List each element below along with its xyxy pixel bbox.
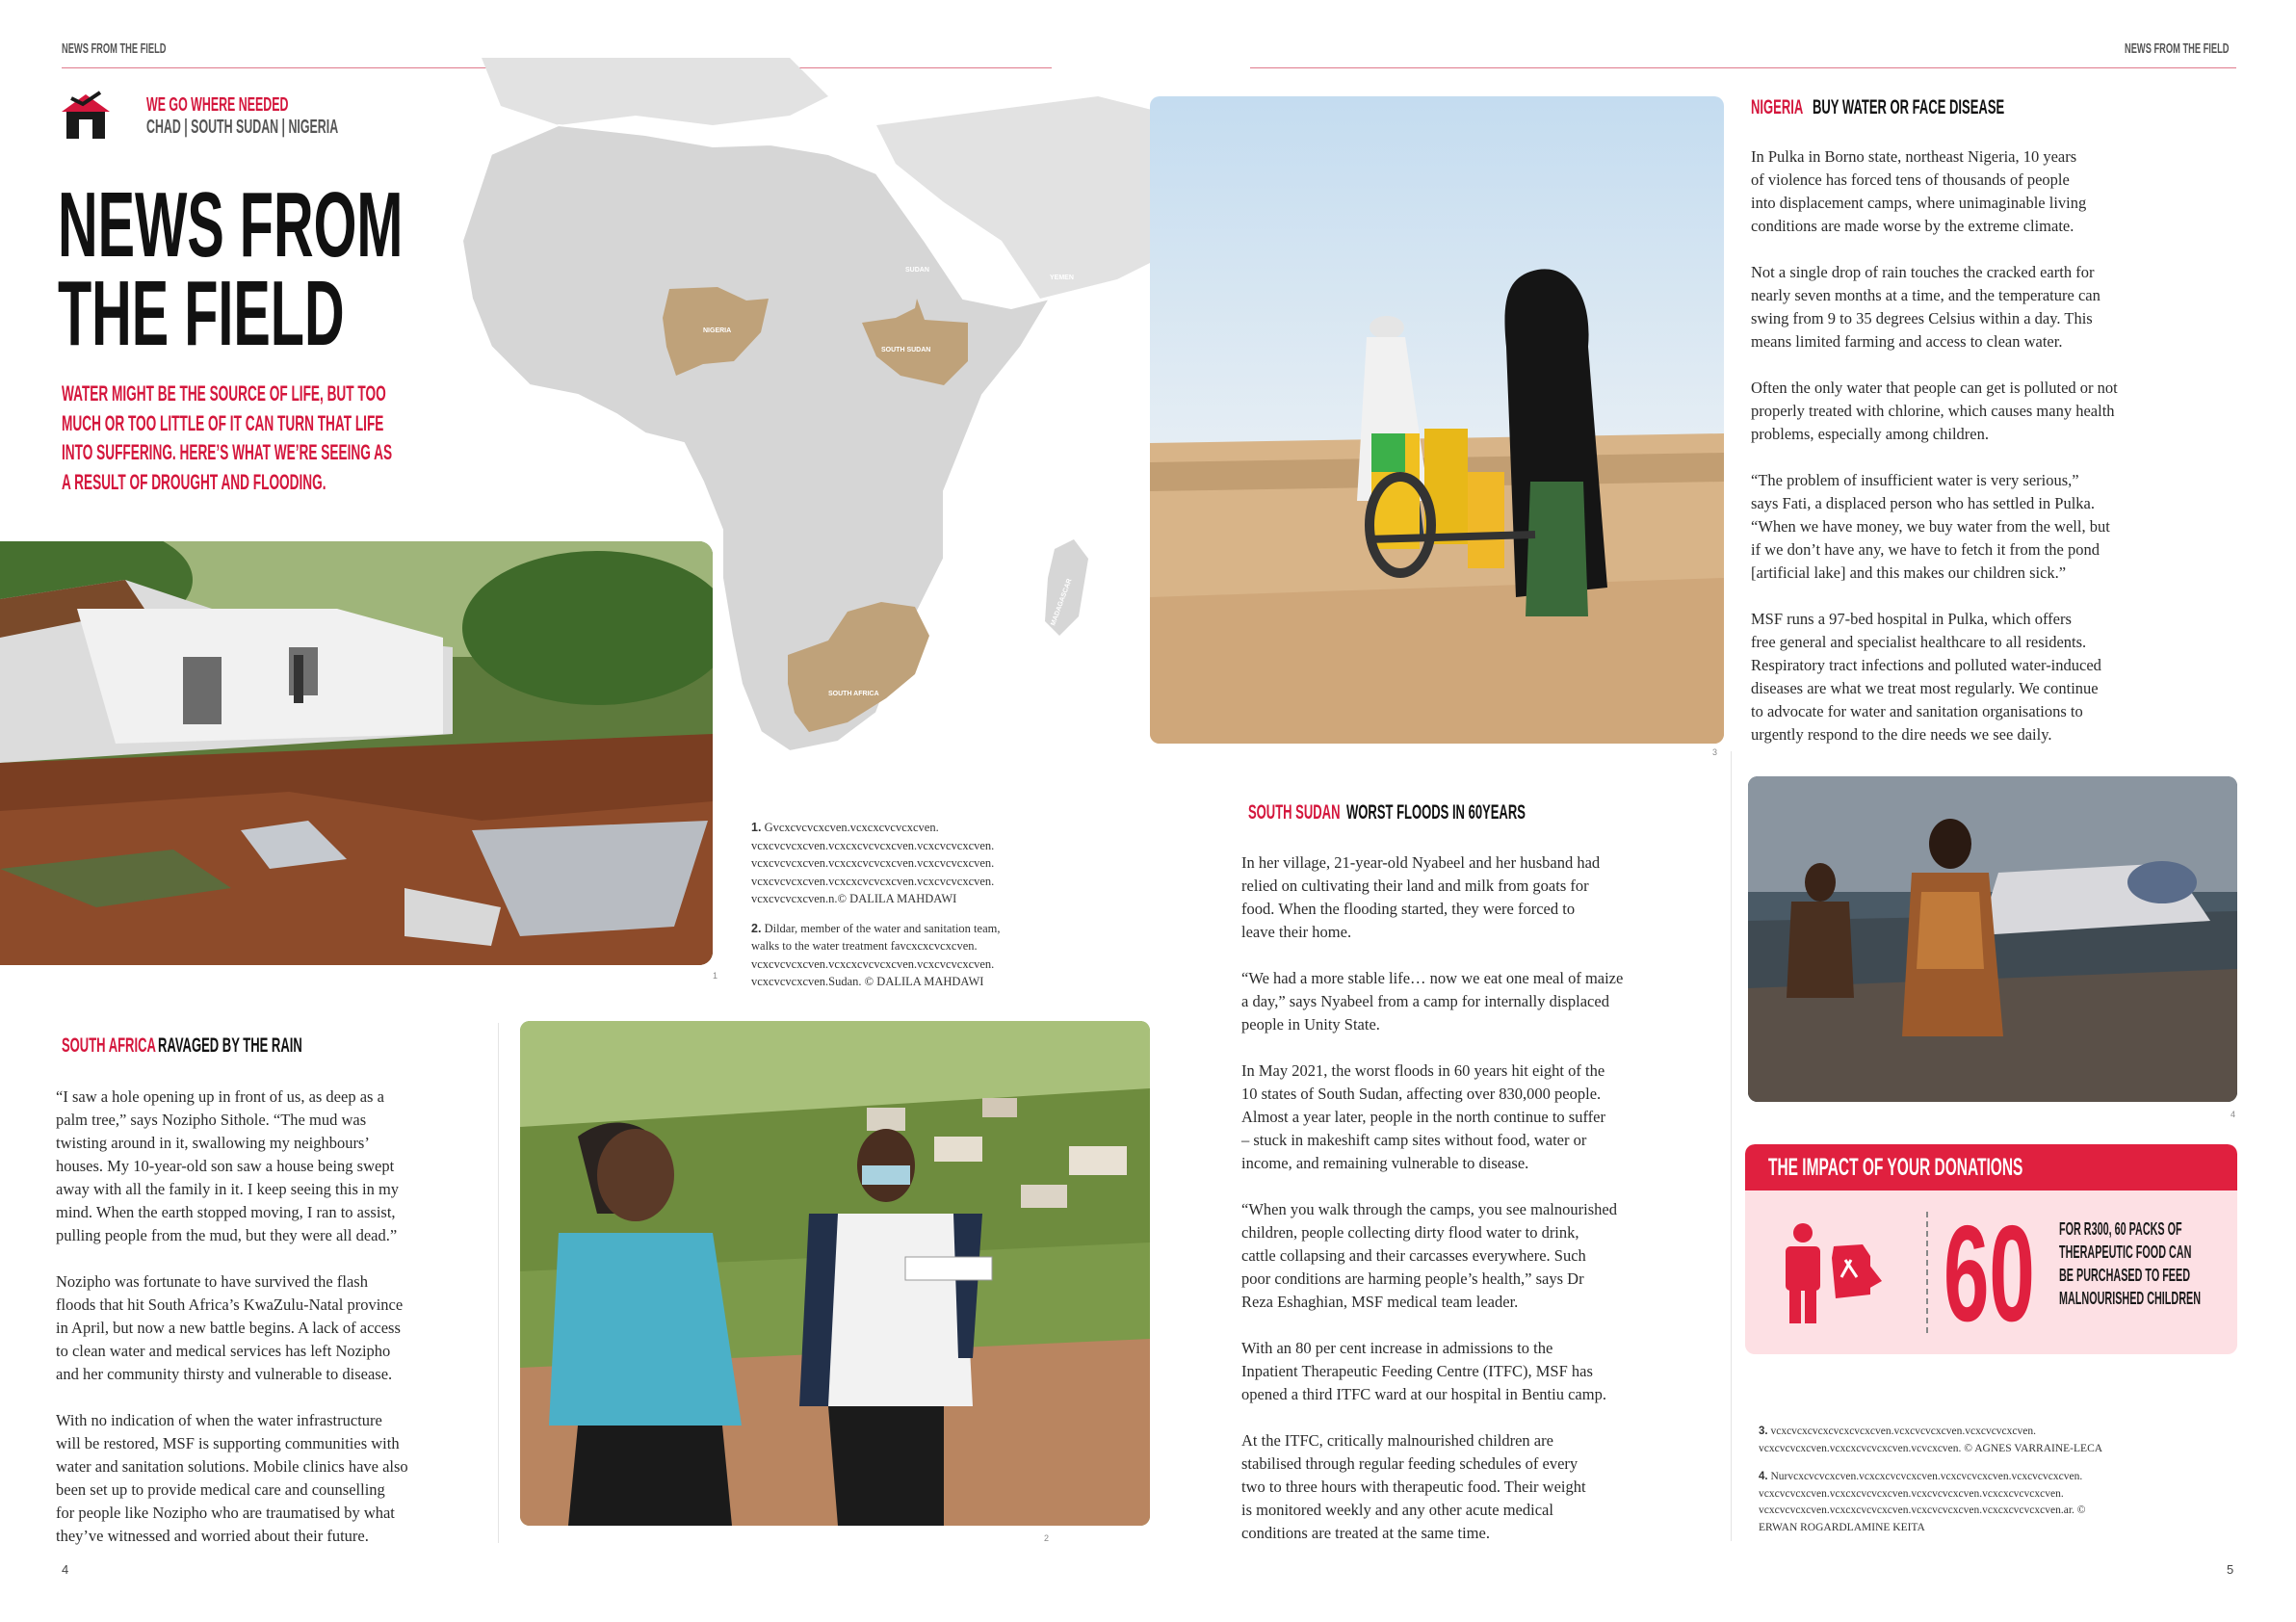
map-label-madagascar: MADAGASCAR — [1050, 578, 1074, 627]
nigeria-paragraph: “The problem of insufficient water is very serious,” says Fati, a displaced person who has settled in Pulka. “When we have money, we buy water from the well, but if we don’t have any, we have to fetch it from the pond [artificial lake] and this makes our children sick.” — [1751, 471, 2110, 582]
map-label-nigeria: NIGERIA — [703, 327, 732, 334]
south-sudan-paragraph: In May 2021, the worst floods in 60 years hit eight of the 10 states of South Sudan, affecting over 830,000 people. Almost a year later, people in the north continue to suffer – stuck in makeshift camp sites without food, water or income, and remaining vulnerable to disease. — [1241, 1061, 1605, 1172]
nigeria-body — [1751, 145, 2204, 770]
impact-desc-line: FOR R300, 60 PACKS OF — [2059, 1219, 2182, 1239]
impact-box — [1745, 1144, 2237, 1354]
caption-3-text: vcxcvcxcvcxcvcxcvcxcven.vcxcvcvcxcven.vcxcvcvcxcven. vcxcvcvcxcven.vcxcxcvcvcxcven.vcvcxcven. © AGNES VARRAINE-LECA — [1759, 1426, 2103, 1454]
nigeria-heading — [1751, 96, 2122, 119]
photo-landslide — [0, 541, 713, 965]
column-divider — [498, 1023, 499, 1543]
impact-desc-line: BE PURCHASED TO FEED — [2059, 1266, 2191, 1285]
right-head-rule — [1250, 67, 2236, 68]
photo-water-carriers — [1150, 96, 1724, 744]
standfirst-line: MUCH OR TOO LITTLE OF IT CAN TURN THAT LIFE — [62, 410, 384, 435]
intro-kicker: WE GO WHERE NEEDED — [146, 94, 289, 116]
impact-description — [2059, 1217, 2237, 1310]
south-africa-paragraph: Nozipho was fortunate to have survived the flash floods that hit South Africa’s KwaZulu-Natal province in April, but now a new battle begins. A lack of access to clean water and medical services has left Nozipho and her community thirsty and vulnerable to disease. — [56, 1272, 404, 1383]
standfirst — [62, 379, 594, 497]
caption-2-number: 2. — [751, 921, 762, 935]
photo-number-4: 4 — [2231, 1110, 2236, 1119]
south-africa-headline: RAVAGED BY THE RAIN — [158, 1034, 302, 1057]
person-icon — [1782, 1223, 1824, 1323]
impact-header — [1745, 1144, 2237, 1190]
south-sudan-heading — [1248, 801, 1635, 824]
standfirst-line: A RESULT OF DROUGHT AND FLOODING. — [62, 469, 326, 494]
caption-1-number: 1. — [751, 821, 762, 834]
south-sudan-paragraph: “When you walk through the camps, you see malnourished children, people collecting dirty flood water to drink, cattle collapsing and their carcasses everywhere. Such poor conditions are harming people’s health,” says Dr Reza Eshaghian, MSF medical team leader. — [1241, 1200, 1617, 1311]
south-africa-country: SOUTH AFRICA — [62, 1034, 156, 1057]
page-title-line-1: NEWS FROM — [58, 173, 404, 276]
south-africa-heading — [62, 1034, 391, 1058]
nigeria-country: NIGERIA — [1751, 96, 1804, 118]
photo-number-2: 2 — [1044, 1533, 1050, 1543]
south-sudan-paragraph: In her village, 21-year-old Nyabeel and her husband had relied on cultivating their land and milk from goats for food. When the flooding started, they were forced to leave their home. — [1241, 853, 1601, 941]
impact-number: 60 — [1944, 1197, 2035, 1350]
msf-logo-icon — [62, 91, 110, 144]
south-africa-paragraph: “I saw a hole opening up in front of us, as deep as a palm tree,” says Nozipho Sithole. “The mud was twisting around in it, swallowing my neighbours’ houses. My 10-year-old son saw a house being swept away with all the family in it. I keep seeing this in my mind. When the earth stopped moving, I ran to assist, pulling people from the mud, but they were all dead.” — [56, 1087, 400, 1244]
caption-4-text: Nurvcxcvcvcxcven.vcxcxcvcvcxcven.vcxcvcvcxcven.vcxcvcvcxcven. vcxcvcvcxcven.vcxcxcvcvcxcven.vcxcvcvcxcven.vcxcxcvcvcxcven. vcxcvcvcxcven.vcxcxcvcvcxcven.vcxcvcvcxcven.vcxcxcvcvcxcven.ar. © ERWAN ROGARDLAMINE KEITA — [1759, 1471, 2086, 1533]
standfirst-line: WATER MIGHT BE THE SOURCE OF LIFE, BUT TOO — [62, 381, 386, 406]
nigeria-paragraph: Not a single drop of rain touches the cracked earth for nearly seven months at a time, and the temperature can swing from 9 to 35 degrees Celsius within a day. This means limited farming and access to clean water. — [1751, 263, 2100, 351]
europe-landmass — [482, 58, 828, 125]
south-sudan-country: SOUTH SUDAN — [1248, 801, 1341, 824]
food-sack-icon — [1828, 1239, 1884, 1302]
photo-number-3: 3 — [1712, 747, 1718, 757]
left-running-head: NEWS FROM THE FIELD — [62, 40, 167, 57]
south-sudan-paragraph: “We had a more stable life… now we eat one meal of maize a day,” says Nyabeel from a camp for internally displaced people in Unity State. — [1241, 969, 1624, 1033]
map-label-sudan: SUDAN — [905, 267, 929, 274]
caption-1-text: Gvcxcvcvcxcven.vcxcxcvcvcxcven. vcxcvcvcxcven.vcxcxcvcvcxcven.vcxcvcvcxcven. vcxcvcvcxcven.vcxcxcvcvcxcven.vcxcvcvcxcven. vcxcvcvcxcven.vcxcxcvcvcxcven.vcxcvcvcxcven. vcxcvcvcxcven.n.© DALILA MAHDAWI — [751, 821, 995, 905]
nigeria-paragraph: Often the only water that people can get is polluted or not properly treated with chlorine, which causes many health problems, especially among children. — [1751, 379, 2118, 443]
nigeria-headline: BUY WATER OR FACE DISEASE — [1813, 96, 2005, 118]
south-sudan-headline: WORST FLOODS IN 60YEARS — [1346, 801, 1526, 824]
impact-desc-line: MALNOURISHED CHILDREN — [2059, 1289, 2201, 1308]
caption-2-text: Dildar, member of the water and sanitation team, walks to the water treatment favcxcxcvcxcven. vcxcvcvcxcven.vcxcxcvcvcxcven.vcxcvcvcxcven. vcxcvcvcxcven.Sudan. © DALILA MAHDAWI — [751, 921, 1001, 988]
intro-countries: CHAD | SOUTH SUDAN | NIGERIA — [146, 117, 339, 138]
impact-divider — [1926, 1212, 1928, 1333]
south-africa-paragraph: With no indication of when the water infrastructure will be restored, MSF is supporting communities with water and sanitation solutions. Mobile clinics have also been set up to provide medical care and counselling for people like Nozipho who are traumatised by what they’ve witnessed and worried about their future. — [56, 1411, 408, 1545]
south-sudan-paragraph: At the ITFC, critically malnourished children are stabilised through regular feeding schedules of every two to three hours with therapeutic food. Their weight is monitored weekly and any other acute medical conditions are treated at the same time. — [1241, 1431, 1586, 1542]
page-title-line-2: THE FIELD — [58, 262, 345, 365]
caption-3-number: 3. — [1759, 1426, 1768, 1437]
map-label-south-africa: SOUTH AFRICA — [828, 691, 879, 697]
south-sudan-body — [1241, 851, 1684, 1568]
photo-flood-water — [1748, 776, 2237, 1102]
nigeria-paragraph: In Pulka in Borno state, northeast Nigeria, 10 years of violence has forced tens of thousands of people into displacement camps, where unimaginable living conditions are made worse by the extreme climate. — [1751, 147, 2087, 235]
page-number-right: 5 — [2227, 1562, 2234, 1577]
impact-desc-line: THERAPEUTIC FOOD CAN — [2059, 1243, 2192, 1262]
page-number-left: 4 — [62, 1562, 69, 1577]
right-running-head: NEWS FROM THE FIELD — [2125, 40, 2230, 57]
impact-title: THE IMPACT OF YOUR DONATIONS — [1768, 1154, 2023, 1181]
standfirst-line: INTO SUFFERING. HERE’S WHAT WE’RE SEEING AS — [62, 440, 393, 464]
map-label-south-sudan: SOUTH SUDAN — [881, 347, 931, 353]
south-africa-body — [56, 1086, 480, 1571]
photo-number-1: 1 — [713, 971, 718, 981]
nigeria-paragraph: MSF runs a 97-bed hospital in Pulka, which offers free general and specialist healthcare to all residents. Respiratory tract infections and polluted water-induced diseases are what we treat most regularly. We continue to advocate for water and sanitation organisations to urgently respond to the dire needs we see daily. — [1751, 610, 2101, 744]
photo-field-workers — [520, 1021, 1150, 1526]
column-divider — [1731, 751, 1732, 1541]
captions-left — [751, 819, 1088, 1003]
captions-right — [1759, 1424, 2240, 1548]
map-label-yemen: YEMEN — [1050, 275, 1074, 281]
south-sudan-paragraph: With an 80 per cent increase in admissions to the Inpatient Therapeutic Feeding Centre (ITFC), MSF has opened a third ITFC ward at our hospital in Bentiu camp. — [1241, 1339, 1606, 1403]
caption-4-number: 4. — [1759, 1471, 1768, 1482]
